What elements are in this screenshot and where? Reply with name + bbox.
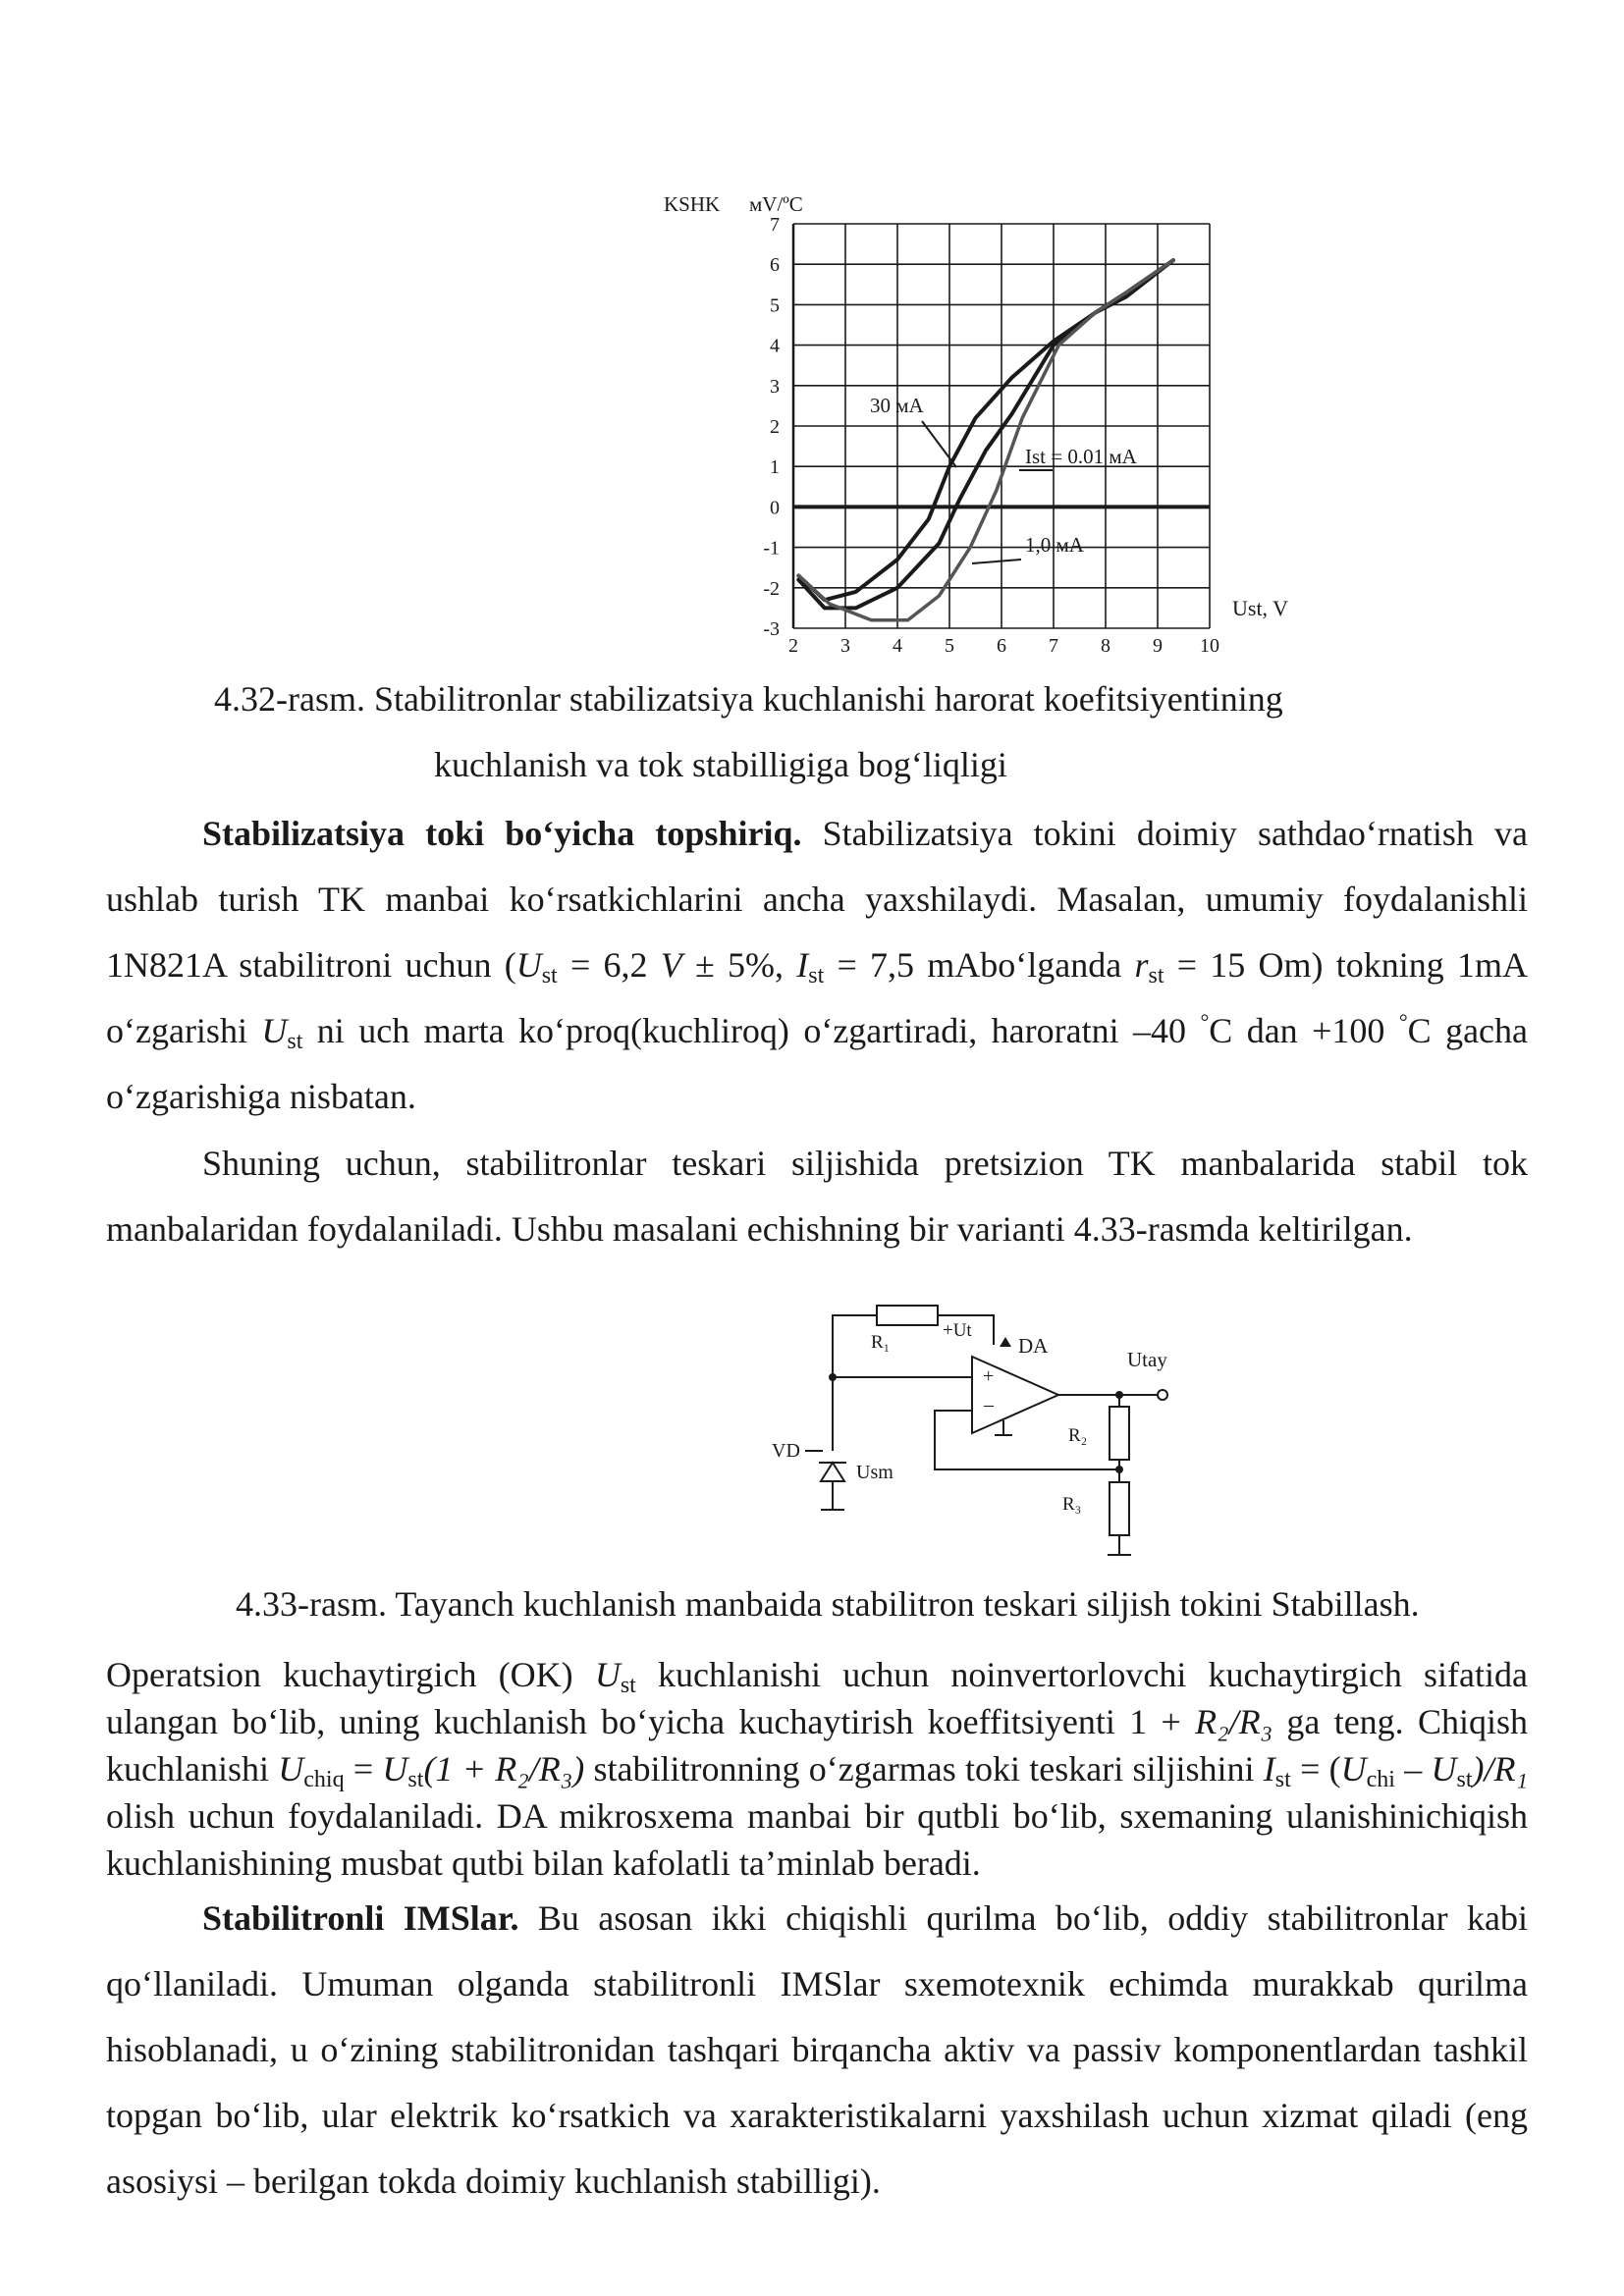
section2-heading: Stabilitronli IMSlar. (202, 1898, 519, 1938)
y-tick-label--1: -1 (763, 537, 780, 560)
x-tick-label-2: 2 (788, 635, 798, 657)
resistor-r3 (1110, 1482, 1129, 1535)
y-tick-label-0: 0 (770, 497, 780, 519)
chart-x-ticks (788, 635, 1219, 657)
y-tick-label--2: -2 (763, 577, 780, 600)
y-tick-label-4: 4 (770, 335, 780, 357)
series-line-1 (798, 260, 1173, 600)
node-feedback (1115, 1466, 1123, 1473)
node-out (1115, 1391, 1123, 1399)
figure1-caption-line1: 4.32-rasm. Stabilitronlar stabilizatsiya kuchlanishi harorat koefitsiyentining (214, 679, 1283, 719)
supply-arrow (1000, 1337, 1011, 1347)
stabilizer-circuit-diagram (746, 1286, 1198, 1571)
label-r1: R₁ (871, 1332, 891, 1353)
label-ut: +Ut (943, 1320, 972, 1341)
x-tick-label-5: 5 (945, 635, 954, 657)
annotation-ist: Ist = 0.01 мA (1025, 445, 1137, 468)
y-tick-label-1: 1 (770, 456, 780, 479)
label-da: DA (1018, 1334, 1049, 1358)
zener-diode-vd (821, 1463, 844, 1481)
x-tick-label-3: 3 (840, 635, 850, 657)
y-tick-label-7: 7 (770, 214, 780, 236)
figure1-caption-line2: kuchlanish va tok stabilligiga bog‘liqligi (434, 745, 1007, 784)
series-line-3 (798, 260, 1173, 620)
chart-ylabel: KSHK (664, 192, 721, 216)
y-tick-label-3: 3 (770, 375, 780, 398)
y-tick-label-6: 6 (770, 254, 780, 277)
label-usm: Usm (856, 1462, 893, 1483)
kshk-chart (648, 187, 1335, 667)
resistor-r1 (877, 1306, 938, 1325)
leader-1ma (972, 560, 1021, 563)
y-tick-label--3: -3 (763, 618, 780, 640)
x-tick-label-9: 9 (1153, 635, 1163, 657)
label-vd: VD (772, 1440, 800, 1462)
leader-30ma (922, 421, 956, 467)
series-line-2 (798, 260, 1173, 608)
x-tick-label-4: 4 (893, 635, 902, 657)
section1-heading: Stabilizatsiya toki bo‘yicha topshiriq. (202, 814, 802, 853)
label-r3: R₃ (1062, 1494, 1082, 1515)
figure2-caption: 4.33-rasm. Tayanch kuchlanish manbaida stabilitron teskari siljish tokini Stabillash. (236, 1584, 1420, 1624)
y-tick-label-5: 5 (770, 294, 780, 317)
section2-paragraph: Stabilitronli IMSlar. Bu asosan ikki chiqishli qurilma bo‘lib, oddiy stabilitronlar kabi qo‘llaniladi. Umuman olganda stabilitronli IMSlar sxemotexnik echimda murakkab qurilma hisoblanadi, u o‘zining stabilitronidan tashqari birqancha aktiv va passiv komponentlardan tashkil topgan bo‘lib, ular elektrik ko‘rsatkich va xarakteristikalarni yaxshilash uchun xizmat qiladi (eng asosiysi – berilgan tokda doimiy kuchlanish stabilligi). (106, 1898, 1528, 2201)
output-terminal (1158, 1390, 1167, 1400)
paragraph-3: Operatsion kuchaytirgich (OK) $U_{st}$ kuchlanishi uchun noinvertorlovchi kuchaytirgich sifatida ulangan bo‘lib, uning kuchlanish bo‘yicha kuchaytirish koeffitsiyenti 1 + R₂/R₃ ga teng. Chiqish kuchlanishi $U_{chiq} = U_{st}(1 + R_2/R_3)$ stabilitronning o‘zgarmas toki teskari siljishini $I_{st} = (U_{chi} - U_{st})/R_1$ olish uchun foydalaniladi. DA mikrosxema manbai bir qutbli bo‘lib, sxemaning ulanishinichiqish kuchlanishining musbat qutbi bilan kafolatli ta’minlab beradi. (106, 1655, 1529, 1883)
x-tick-label-10: 10 (1200, 635, 1219, 657)
annotation-30ma: 30 мA (870, 394, 924, 417)
y-tick-label-2: 2 (770, 416, 780, 438)
chart-yunit: мV/ºC (749, 192, 803, 216)
wire-feedback (935, 1411, 1119, 1469)
x-tick-label-8: 8 (1101, 635, 1110, 657)
label-plus: + (983, 1365, 995, 1387)
label-minus: – (984, 1394, 994, 1415)
section1-paragraph: Stabilizatsiya toki bo‘yicha topshiriq. Stabilizatsiya tokini doimiy sathdao‘rnatish va ushlab turish TK manbai ko‘rsatkichlarini ancha yaxshilaydi. Masalan, umumiy foydalanishli 1N821A stabilitroni uchun ($U_{st} = 6,2$ V ± 5%, $I_{st} = 7,5$ mAbo‘lganda $r_{st} = 15$ Om) tokning 1mA o‘zgarishi $U_{st}$ ni uch marta ko‘proq(kuchliroq) o‘zgartiradi, haroratni –40 °C dan +100 °C gacha o‘zgarishiga nisbatan. (106, 814, 1529, 1116)
x-tick-label-7: 7 (1049, 635, 1058, 657)
label-utay: Utay (1127, 1348, 1167, 1371)
chart-y-ticks (763, 214, 780, 640)
resistor-r2 (1110, 1407, 1129, 1460)
x-tick-label-6: 6 (997, 635, 1006, 657)
paragraph-2: Shuning uchun, stabilitronlar teskari siljishida pretsizion TK manbalarida stabil tok manbalaridan foydalaniladi. Ushbu masalani echishning bir varianti 4.33-rasmda keltirilgan. (106, 1144, 1528, 1249)
chart-curves (798, 260, 1173, 620)
chart-xlabel: Ust, V (1232, 596, 1289, 620)
node-vd (829, 1373, 837, 1381)
annotation-1ma: 1,0 мA (1025, 533, 1084, 557)
label-r2: R₂ (1068, 1425, 1088, 1446)
